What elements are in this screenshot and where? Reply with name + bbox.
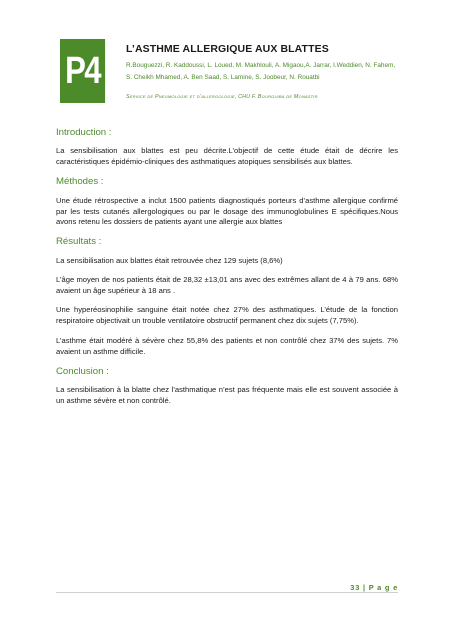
page-number: 33	[350, 583, 361, 592]
footer-divider	[56, 592, 398, 593]
results-text-3: Une hyperéosinophilie sanguine était notée chez 27% des asthmatiques. L’étude de la fonction respiratoire objectivait un trouble ventilatoire obstructif permanent chez dix sujets (7,75%).	[56, 305, 398, 325]
page-number-footer	[350, 583, 398, 592]
results-heading: Résultats :	[56, 236, 102, 247]
methods-text: Une étude rétrospective a inclut 1500 patients diagnostiqués porteurs d’asthme allergique confirmé par les tests cutanés allergologiques ou par le dosage des immunoglobulines E spécifiques.Nous avons retenu les dossiers de patients ayant une allergie aux blattes	[56, 196, 398, 227]
conclusion-heading: Conclusion :	[56, 366, 109, 377]
page-separator: |	[362, 583, 366, 592]
poster-badge: P4	[60, 39, 105, 103]
page-label: P a g e	[368, 583, 398, 592]
results-text-2: L’âge moyen de nos patients était de 28,32 ±13,01 ans avec des extrêmes allant de 4 à 79 ans. 68% avaient un âge supérieur à 18 ans .	[56, 275, 398, 295]
methods-heading: Méthodes :	[56, 176, 104, 187]
affiliation: Service de Pneumologie et d’allergologie, CHU F. Bourguiba de Monastir	[126, 94, 318, 100]
results-text-4: L’asthme était modéré à sévère chez 55,8% des patients et non contrôlé chez 37% des sujets. 7% avaient un asthme difficile.	[56, 336, 398, 356]
conclusion-text: La sensibilisation à la blatte chez l’asthmatique n’est pas fréquente mais elle est souvent associée à un asthme sévère et non contrôlé.	[56, 385, 398, 405]
article-title: L’ASTHME ALLERGIQUE AUX BLATTES	[126, 43, 329, 55]
author-list: R.Bouguezzi, R. Kaddoussi, L. Loued, M. Makhlouli, A. Migaou,A. Jarrar, I.Weddien, N. Fahem, S. Cheikh Mhamed, A. Ben Saad, S. Lamine, S. Joobeur, N. Rouatbi	[126, 62, 396, 81]
intro-heading: Introduction :	[56, 127, 112, 138]
intro-text: La sensibilisation aux blattes est peu décrite.L’objectif de cette étude était de décrire les caractéristiques épidémio-cliniques des asthmatiques atopiques sensibilisés aux blattes.	[56, 146, 398, 166]
results-text-1: La sensibilisation aux blattes était retrouvée chez 129 sujets (8,6%)	[56, 256, 283, 265]
